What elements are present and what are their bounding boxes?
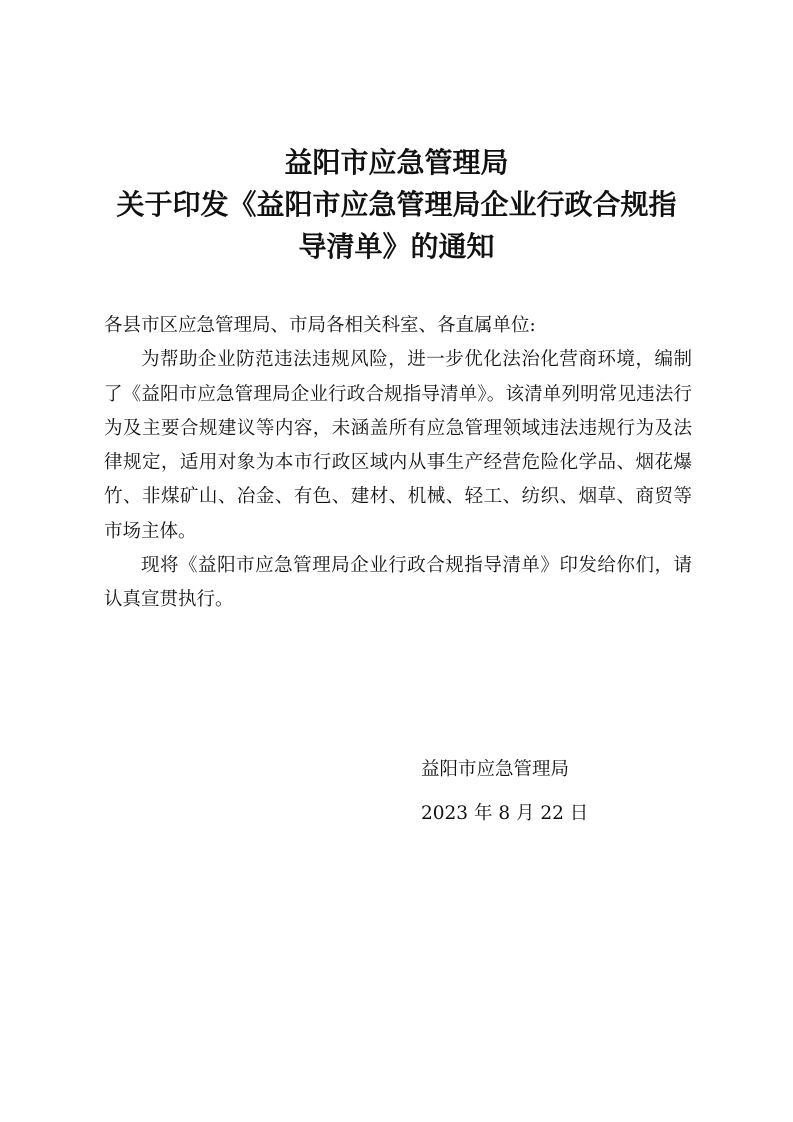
document-title <box>90 142 703 268</box>
body-paragraph-2: 现将《益阳市应急管理局企业行政合规指导清单》印发给你们，请认真宣贯执行。 <box>104 555 692 611</box>
signature-block <box>421 752 588 832</box>
title-line-3: 导清单》的通知 <box>298 230 495 263</box>
signature-date: 2023 年 8 月 22 日 <box>421 803 589 824</box>
signature-organization: 益阳市应急管理局 <box>421 759 570 780</box>
title-line-2: 关于印发《益阳市应急管理局企业行政合规指 <box>116 188 677 221</box>
document-body <box>104 309 692 618</box>
salutation: 各县市区应急管理局、市局各相关科室、各直属单位: <box>104 315 536 336</box>
body-paragraph-1: 为帮助企业防范违法违规风险，进一步优化法治化营商环境，编制了《益阳市应急管理局企业行政合规指导清单》。该清单列明常见违法行为及主要合规建议等内容，未涵盖所有应急管理领域违法违规行为及法律规定，适用对象为本市行政区域内从事生产经营危险化学品、烟花爆竹、非煤矿山、冶金、有色、建材、机械、轻工、纺织、烟草、商贸等市场主体。 <box>104 349 692 542</box>
title-line-1: 益阳市应急管理局 <box>284 146 509 179</box>
